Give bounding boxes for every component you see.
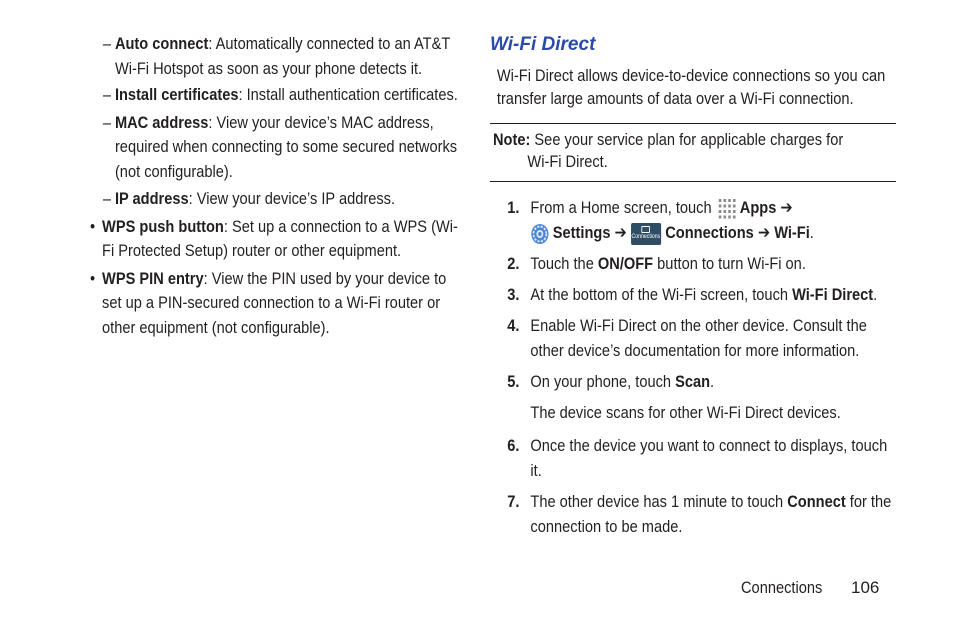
step-text: Enable Wi-Fi Direct on the other device. Consult the other device’s documentation for more information. xyxy=(530,316,867,360)
list-item-auto-connect xyxy=(90,32,460,81)
list-item-wps-push-button xyxy=(90,215,460,264)
list-item-ip-address xyxy=(90,187,460,212)
step-5-result: The device scans for other Wi-Fi Direct devices. xyxy=(530,403,841,422)
left-list xyxy=(90,32,460,340)
settings-label: Settings xyxy=(552,223,611,242)
bullet-marker: • xyxy=(90,216,96,236)
note-text-continued: Wi-Fi Direct. xyxy=(527,152,608,171)
step-text-end: . xyxy=(873,285,878,304)
step-bold: Connect xyxy=(787,492,846,511)
step-text: On your phone, touch xyxy=(530,372,676,391)
term: WPS PIN entry xyxy=(102,268,204,288)
description: : View the PIN used by your device to set up a PIN-secured connection to a Wi-Fi router or other equipment (not configurable). xyxy=(102,268,447,337)
step-text: The other device has 1 minute to touch xyxy=(530,492,788,511)
step-6 xyxy=(490,433,898,483)
arrow: ➔ xyxy=(757,223,771,242)
list-item-mac-address xyxy=(90,111,460,185)
step-text-end: button to turn Wi-Fi on. xyxy=(653,254,806,273)
description: : Set up a connection to a WPS (Wi-Fi Protected Setup) router or other equipment. xyxy=(102,216,458,260)
note-label: Note: xyxy=(493,130,531,149)
arrow: ➔ xyxy=(780,198,793,217)
description: : Install authentication certificates. xyxy=(238,85,458,104)
section-body xyxy=(490,64,894,110)
section-intro: Wi-Fi Direct allows device-to-device connections so you can transfer large amounts of data over a Wi-Fi connection. xyxy=(496,66,886,108)
note-content xyxy=(493,129,899,173)
step-number: 3. xyxy=(507,285,520,304)
section-heading: Wi-Fi Direct xyxy=(490,34,596,55)
step-number: 6. xyxy=(507,436,520,455)
step-number: 7. xyxy=(507,492,520,511)
step-1 xyxy=(490,195,898,245)
step-2 xyxy=(490,251,898,276)
connections-tab-icon xyxy=(631,223,661,245)
connections-glyph xyxy=(642,226,651,233)
bullet-marker: • xyxy=(90,268,96,288)
note-box xyxy=(490,123,896,182)
term: Auto connect xyxy=(114,34,209,53)
term: Install certificates xyxy=(114,85,239,104)
list-item-install-certificates xyxy=(90,83,460,108)
step-text: At the bottom of the Wi-Fi screen, touch xyxy=(530,285,793,304)
step-text: From a Home screen, touch xyxy=(530,198,712,217)
dash-marker: – xyxy=(102,112,112,132)
step-number: 2. xyxy=(507,254,520,273)
description: : View your device’s IP address. xyxy=(188,189,396,208)
step-text: Touch the xyxy=(530,254,598,273)
note-text: See your service plan for applicable charges for xyxy=(530,130,844,149)
apps-label: Apps xyxy=(739,198,777,217)
dash-marker: – xyxy=(102,189,112,208)
step-3 xyxy=(490,282,898,307)
step-text: Once the device you want to connect to displays, touch it. xyxy=(530,436,888,480)
page-number: 106 xyxy=(851,578,880,597)
page-footer xyxy=(741,578,880,598)
settings-gear-icon xyxy=(530,223,549,245)
step-text-end: . xyxy=(710,372,715,391)
list-item-wps-pin-entry xyxy=(90,267,460,341)
dash-marker: – xyxy=(102,85,112,104)
right-column xyxy=(490,32,898,545)
step-text-end: . xyxy=(809,223,814,242)
step-bold: Scan xyxy=(675,372,711,391)
step-bold: Wi-Fi Direct xyxy=(792,285,874,304)
step-number: 5. xyxy=(507,372,520,391)
footer-section: Connections xyxy=(741,578,823,597)
arrow: ➔ xyxy=(614,223,627,242)
term: IP address xyxy=(114,189,189,208)
description: : View your device’s MAC address, required when connecting to some secured networks (not configurable). xyxy=(114,112,458,181)
steps-list xyxy=(490,195,898,539)
step-5 xyxy=(490,369,898,394)
connections-label: Connections xyxy=(665,223,754,242)
connections-icon-caption: Connections xyxy=(631,233,661,240)
term: MAC address xyxy=(114,112,209,132)
step-number: 4. xyxy=(507,316,520,335)
wifi-label: Wi-Fi xyxy=(774,223,810,242)
step-bold: ON/OFF xyxy=(597,254,654,273)
step-text-end: for the connection to be made. xyxy=(530,492,892,536)
description: : Automatically connected to an AT&T Wi-Fi Hotspot as soon as your phone detects it. xyxy=(114,34,450,78)
left-column xyxy=(90,32,460,340)
step-7 xyxy=(490,489,898,539)
step-4 xyxy=(490,313,898,363)
step-number: 1. xyxy=(507,198,520,217)
term: WPS push button xyxy=(102,216,224,236)
dash-marker: – xyxy=(102,34,112,53)
apps-grid-icon xyxy=(718,198,737,220)
